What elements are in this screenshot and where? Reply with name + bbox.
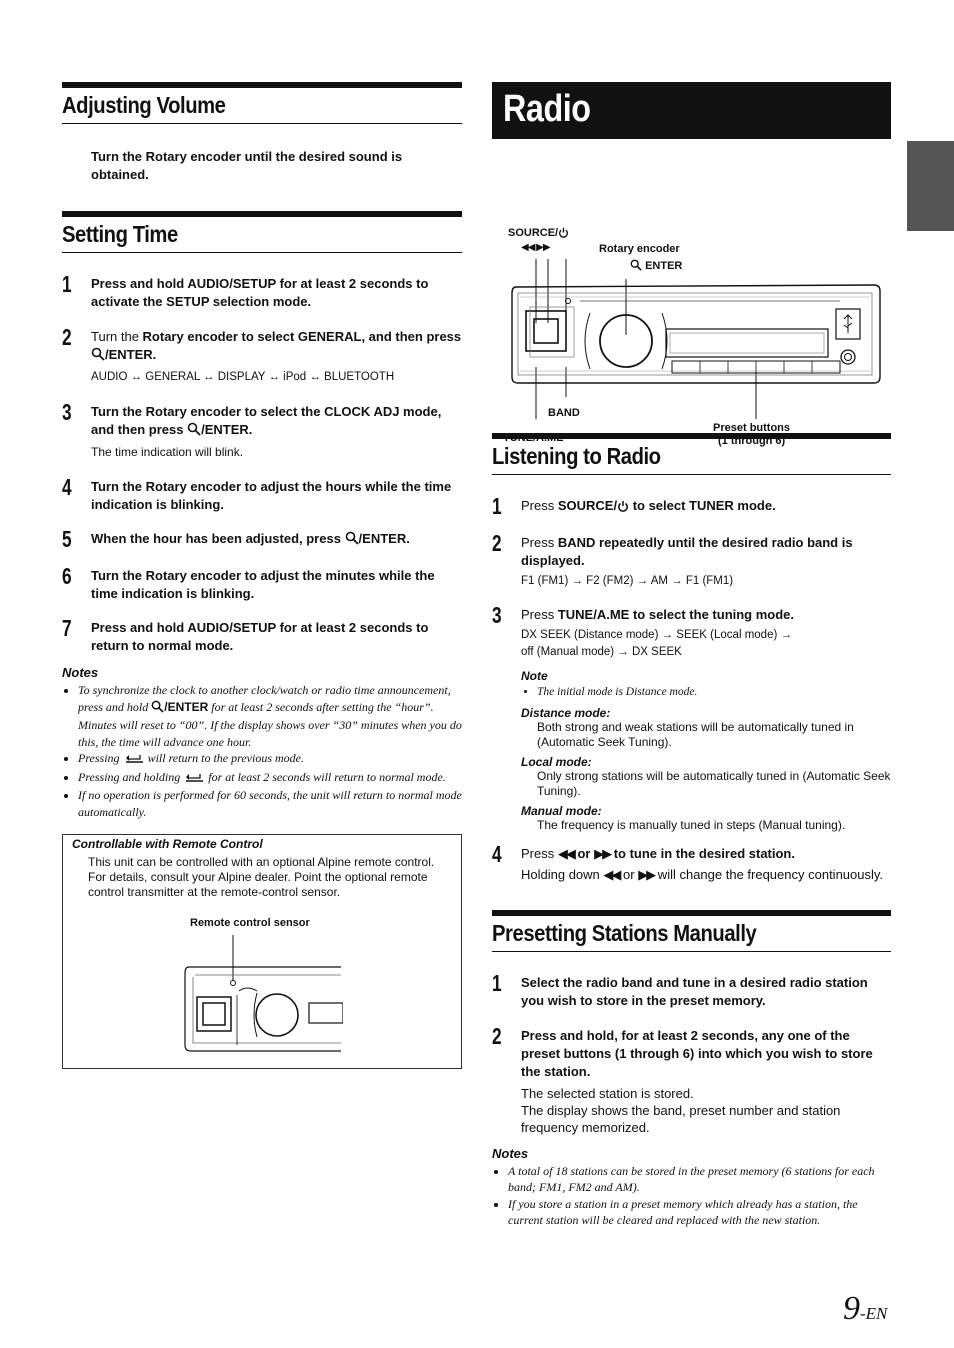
distance-mode-label: Distance mode: [521,705,611,720]
step-text [91,619,462,655]
step-sub: F1 (FM1) → F2 (FM2) → AM → F1 (FM1) [521,575,734,587]
source-text: SOURCE/ [508,227,559,239]
step-text [91,275,462,311]
enter-label: /ENTER [164,699,209,714]
step-text-pre: Press [521,498,558,513]
step-sub: The selected station is stored. [521,1085,694,1101]
setting-time-title: Setting Time [62,221,178,247]
step-number: 4 [62,474,72,500]
step-number: 2 [492,530,502,556]
setting-time-step-4 [62,474,462,514]
step-text [91,530,462,550]
step-text: Select the radio band and tune in a desired radio station you wish to store in the preset memory. [521,974,868,1008]
page-number [843,1290,887,1328]
band-label: BAND [548,407,580,419]
step-text-pre: Turn the [91,329,143,344]
step-text-bold: Rotary encoder [145,568,242,583]
step-text-pre: Turn the [91,404,146,419]
step-sub: The display shows the band, preset number and station frequency memorized. [521,1102,841,1135]
step-text-bold: SETUP [232,276,276,291]
step-text-pre: Press [521,535,558,550]
local-mode-text: Only strong stations will be automatically tuned in (Automatic Seek Tuning). [537,768,891,798]
page-number-digit: 9 [843,1290,860,1327]
step-text-end: . [248,422,253,437]
step-text-sep: / [229,276,233,291]
sub-post: will change the frequency continuously. [654,866,884,882]
radio-banner [492,82,891,139]
local-mode-label: Local mode: [521,754,592,769]
step-text [521,845,891,863]
head-unit-illustration [510,251,882,431]
return-icon [123,752,145,769]
remote-box-title: Controllable with Remote Control [72,837,263,851]
prev-next-label: ◀◀ ▶▶ [521,242,550,253]
step-text-sep: / [229,620,233,635]
adjusting-volume-title: Adjusting Volume [62,92,226,118]
step-text-bold: TUNE/A.ME [557,607,630,622]
step-text [91,403,462,441]
step-text-pre: Turn the [91,568,146,583]
step-text [521,534,891,570]
step-text-pre: Turn the [91,479,146,494]
presetting-title: Presetting Stations Manually [492,919,757,946]
setting-time-heading [62,211,462,253]
step-text-pre: Press and hold [91,276,188,291]
listening-step-2 [492,530,891,590]
search-icon [151,700,164,718]
step-text-pre: Press and hold [91,620,188,635]
power-icon [617,499,629,517]
prev-icon: ◀◀ [557,845,574,861]
step-text [521,606,891,624]
step-text-post: for at least 2 seconds to activate the SETUP selection mode. [91,276,429,309]
note-text: Pressing and holding [78,769,184,784]
step-text [521,497,891,517]
step-text [91,328,462,366]
note-item: • If no operation is performed for 60 seconds, the unit will return to normal mode automatically. [78,787,462,820]
setting-time-step-6 [62,563,462,603]
manual-mode-text: The frequency is manually tuned in steps (Manual tuning). [537,817,846,832]
listening-title: Listening to Radio [492,443,661,469]
step-number: 4 [492,840,502,867]
unit-diagram [492,139,891,447]
step-number: 6 [62,563,72,589]
prev-icon: ◀◀ [603,866,620,882]
step-text-post: to tune in the desired station. [610,845,795,861]
note-text: Pressing [78,751,123,765]
step-text-post: for at least 2 seconds to return to normal mode. [91,620,429,653]
sub-mid: or [619,866,639,882]
presetting-notes [492,1146,891,1229]
step-number: 1 [492,493,502,519]
setting-time-notes [62,665,462,820]
adjusting-volume-heading [62,82,462,124]
step-sub: DX SEEK (Distance mode) → SEEK (Local mode) → off (Manual mode) → DX SEEK [521,629,792,658]
preset-label-1: Preset buttons [713,422,791,434]
side-tab-marker [907,141,954,231]
step-text-end: . [152,347,157,362]
step-number: 3 [492,602,502,628]
search-icon [187,422,201,441]
note-item: • The initial mode is Distance mode. [537,684,891,701]
rotary-label: Rotary encoder [599,243,680,255]
step-number: 2 [492,1022,502,1049]
step-number: 2 [62,324,72,350]
step-sub: AUDIO ↔ GENERAL ↔ DISPLAY ↔ iPod ↔ BLUETOOTH [91,371,395,383]
presetting-heading [492,910,891,952]
step-number: 3 [62,399,72,425]
listening-step-3 [492,602,891,833]
return-icon [183,771,205,788]
step-text-end: . [406,531,410,546]
remote-sensor-illustration [181,933,343,1058]
notes-title: Notes [492,1145,529,1161]
step-number: 1 [62,271,72,297]
next-icon: ▶▶ [594,845,611,861]
note-item [78,769,462,788]
setting-time-step-5 [62,526,462,552]
step-text [91,567,462,603]
step-text-pre: When the hour has been adjusted, press [91,531,345,546]
av-pre: Turn the [91,149,146,164]
setting-time-step-2 [62,324,462,386]
note-text: for at least 2 seconds after setting the “hour”. Minutes will reset to “00”. If the display shows over “30” minutes when you do this, the time will advance one hour. [78,699,462,749]
step-text-bold: Rotary encoder [145,479,242,494]
note-text: will return to the previous mode. [144,751,304,765]
step-number: 7 [62,615,72,641]
step-text-pre: Press [521,845,558,861]
preset-label-2: (1 through 6) [718,435,786,447]
step-text-post: to select TUNER mode. [629,498,776,513]
setting-time-step-1 [62,271,462,311]
step-text-post: to adjust the minutes while the time indication is blinking. [91,568,435,601]
setting-time-step-7 [62,615,462,655]
step-text [521,1027,891,1081]
enter-text: ENTER [645,260,683,272]
power-icon [558,227,569,241]
step-text-pre: Press and hold, for at least 2 seconds, any one of the [521,1027,850,1043]
step-text-bold: SETUP [232,620,276,635]
enter-label: /ENTER [358,531,407,546]
remote-box-body: This unit can be controlled with an optional Alpine remote control. For details, consult your Alpine dealer. Point the optional remote control transmitter at the remote-control sensor. [88,855,435,899]
remote-control-box [62,834,462,1069]
step-number: 1 [492,969,502,996]
search-icon [91,347,105,366]
listening-note [521,669,891,833]
listening-step-1 [492,493,891,519]
next-icon: ▶▶ [638,866,655,882]
distance-mode-text: Both strong and weak stations will be automatically tuned in (Automatic Seek Tuning). [537,719,854,749]
note-item: • A total of 18 stations can be stored in the preset memory (6 stations for each band; FM1, FM2 and AM). [508,1163,891,1196]
step-number: 5 [62,526,72,552]
left-column [62,82,462,1069]
step-sub [521,866,891,883]
notes-title: Notes [62,665,99,680]
radio-title: Radio [503,88,591,130]
note-text: To synchronize the clock to another clock/watch or radio time announcement, press and hold [78,683,451,714]
step-text-bold: SOURCE/ [557,498,618,513]
step-text-bold: preset buttons (1 through 6) [521,1045,695,1061]
note-item: • If you store a station in a preset memory which already has a station, the current station will be cleared and replaced with the new station. [508,1196,891,1229]
step-text-bold: Rotary encoder [142,329,238,344]
presetting-step-1 [492,969,891,1010]
step-text-post: to select the CLOCK ADJ mode, and then press [91,404,442,437]
enter-label: /ENTER [105,347,153,362]
step-sub: The time indication will blink. [91,445,244,459]
step-text-pre: Press [521,607,558,622]
manual-mode-label: Manual mode: [521,803,602,818]
note-title: Note [521,669,548,683]
note-text: for at least 2 seconds will return to normal mode. [205,769,446,784]
adjusting-volume-text [91,148,431,184]
step-text-post: to select GENERAL, and then press [237,329,462,344]
tune-label: TUNE/A.ME [503,432,564,444]
setting-time-step-3 [62,399,462,461]
note-item [78,750,462,769]
remote-sensor-label: Remote control sensor [190,917,310,929]
step-text-bold: BAND [557,535,596,550]
note-item [78,682,462,750]
right-column [492,82,891,1229]
search-icon [345,531,359,550]
enter-label: /ENTER [201,422,249,437]
step-text-post: to select the tuning mode. [629,607,795,622]
step-text-post: repeatedly until the desired radio band is displayed. [521,535,853,568]
av-bold: Rotary encoder [145,149,242,164]
step-text-post: to adjust the hours while the time indication is blinking. [91,479,452,512]
step-text-post: into which you wish to store the station. [521,1045,873,1079]
step-text-bold: AUDIO [187,276,230,291]
step-text-mid: or [573,845,595,861]
step-text-bold: Rotary encoder [145,404,242,419]
step-text [91,478,462,514]
sub-pre: Holding down [521,866,604,882]
presetting-step-2 [492,1022,891,1136]
av-post: until the desired sound is obtained. [91,149,403,182]
listening-step-4 [492,840,891,883]
page-number-suffix: -EN [860,1304,888,1323]
diagram-source-label [508,227,569,241]
step-text-bold: AUDIO [187,620,230,635]
